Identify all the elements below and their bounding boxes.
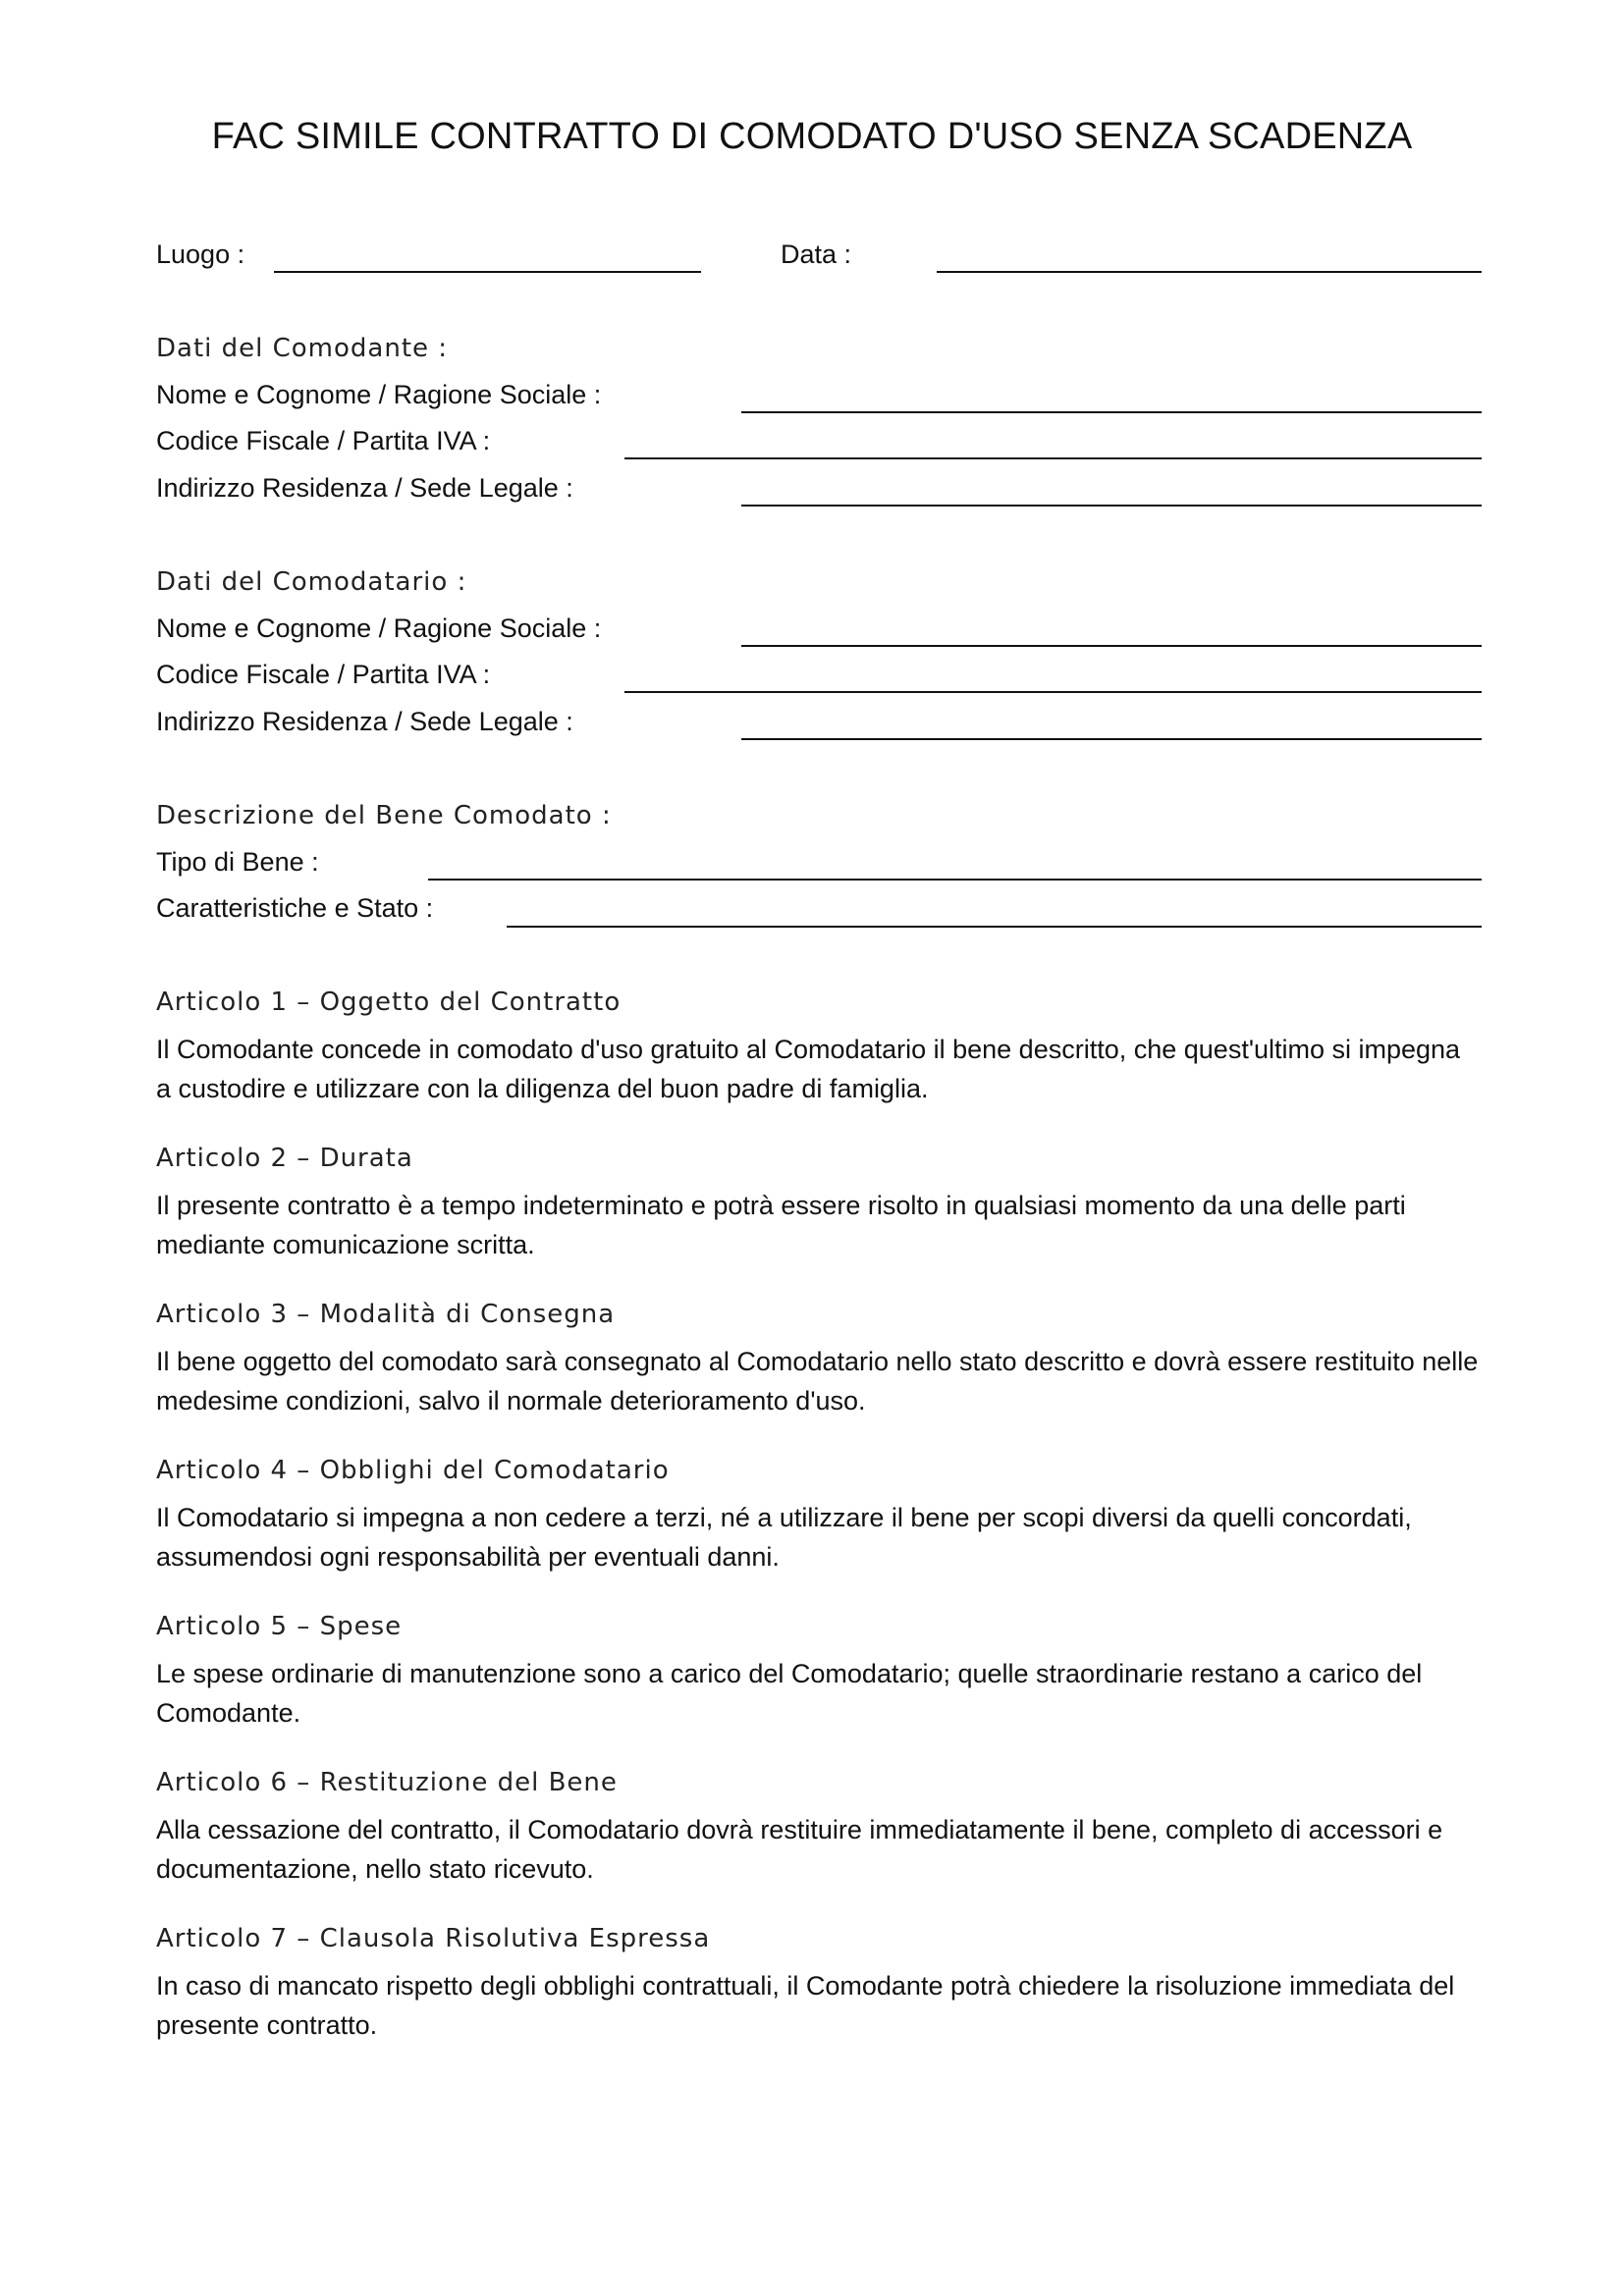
bene-type-field[interactable] xyxy=(428,879,1482,881)
comodatario-tax-field[interactable] xyxy=(624,691,1482,693)
article-2-heading: Articolo 2 – Durata xyxy=(156,1144,413,1173)
article-5-heading: Articolo 5 – Spese xyxy=(156,1612,403,1641)
bene-features-label: Caratteristiche e Stato : xyxy=(156,893,434,923)
bene-heading: Descrizione del Bene Comodato : xyxy=(156,801,612,830)
comodante-heading: Dati del Comodante : xyxy=(156,334,449,363)
comodante-name-label: Nome e Cognome / Ragione Sociale : xyxy=(156,380,602,409)
document-title: FAC SIMILE CONTRATTO DI COMODATO D'USO SENZA SCADENZA xyxy=(211,116,1413,157)
place-field[interactable] xyxy=(274,271,701,273)
comodante-tax-label: Codice Fiscale / Partita IVA : xyxy=(156,426,491,455)
article-1-heading: Articolo 1 – Oggetto del Contratto xyxy=(156,988,622,1017)
article-7-heading: Articolo 7 – Clausola Risolutiva Espressa xyxy=(156,1924,711,1953)
article-6-heading: Articolo 6 – Restituzione del Bene xyxy=(156,1768,618,1797)
comodatario-name-label: Nome e Cognome / Ragione Sociale : xyxy=(156,614,602,643)
comodante-address-label: Indirizzo Residenza / Sede Legale : xyxy=(156,473,573,503)
bene-features-field[interactable] xyxy=(507,926,1482,928)
article-3-heading: Articolo 3 – Modalità di Consegna xyxy=(156,1300,616,1329)
comodante-address-field[interactable] xyxy=(741,505,1482,507)
comodatario-name-field[interactable] xyxy=(741,645,1482,647)
article-1-text: Il Comodante concede in comodato d'uso gratuito al Comodatario il bene descritto, che quest'ultimo si impegna a custodire e utilizzare con la diligenza del buon padre di famiglia. xyxy=(156,1035,1461,1103)
article-3-text: Il bene oggetto del comodato sarà consegnato al Comodatario nello stato descritto e dovrà essere restituito nelle medesime condizioni, salvo il normale deterioramento d'uso. xyxy=(156,1347,1479,1415)
article-6-text: Alla cessazione del contratto, il Comodatario dovrà restituire immediatamente il bene, completo di accessori e documentazione, nello stato ricevuto. xyxy=(156,1815,1443,1884)
comodante-tax-field[interactable] xyxy=(624,457,1482,459)
comodatario-tax-label: Codice Fiscale / Partita IVA : xyxy=(156,660,491,689)
article-4-text: Il Comodatario si impegna a non cedere a terzi, né a utilizzare il bene per scopi diversi da quelli concordati, assumendosi ogni responsabilità per eventuali danni. xyxy=(156,1503,1412,1572)
place-label: Luogo : xyxy=(156,240,245,269)
date-field[interactable] xyxy=(937,271,1482,273)
bene-type-label: Tipo di Bene : xyxy=(156,847,319,877)
comodante-name-field[interactable] xyxy=(741,411,1482,413)
date-label: Data : xyxy=(781,240,852,269)
comodatario-address-label: Indirizzo Residenza / Sede Legale : xyxy=(156,707,573,736)
article-7-text: In caso di mancato rispetto degli obblighi contrattuali, il Comodante potrà chiedere la risoluzione immediata del presente contratto. xyxy=(156,1971,1455,2040)
article-2-text: Il presente contratto è a tempo indeterminato e potrà essere risolto in qualsiasi momento da una delle parti mediante comunicazione scritta. xyxy=(156,1191,1406,1259)
article-5-text: Le spese ordinarie di manutenzione sono a carico del Comodatario; quelle straordinarie restano a carico del Comodante. xyxy=(156,1659,1423,1728)
comodatario-heading: Dati del Comodatario : xyxy=(156,567,467,597)
comodatario-address-field[interactable] xyxy=(741,738,1482,740)
article-4-heading: Articolo 4 – Obblighi del Comodatario xyxy=(156,1456,670,1485)
